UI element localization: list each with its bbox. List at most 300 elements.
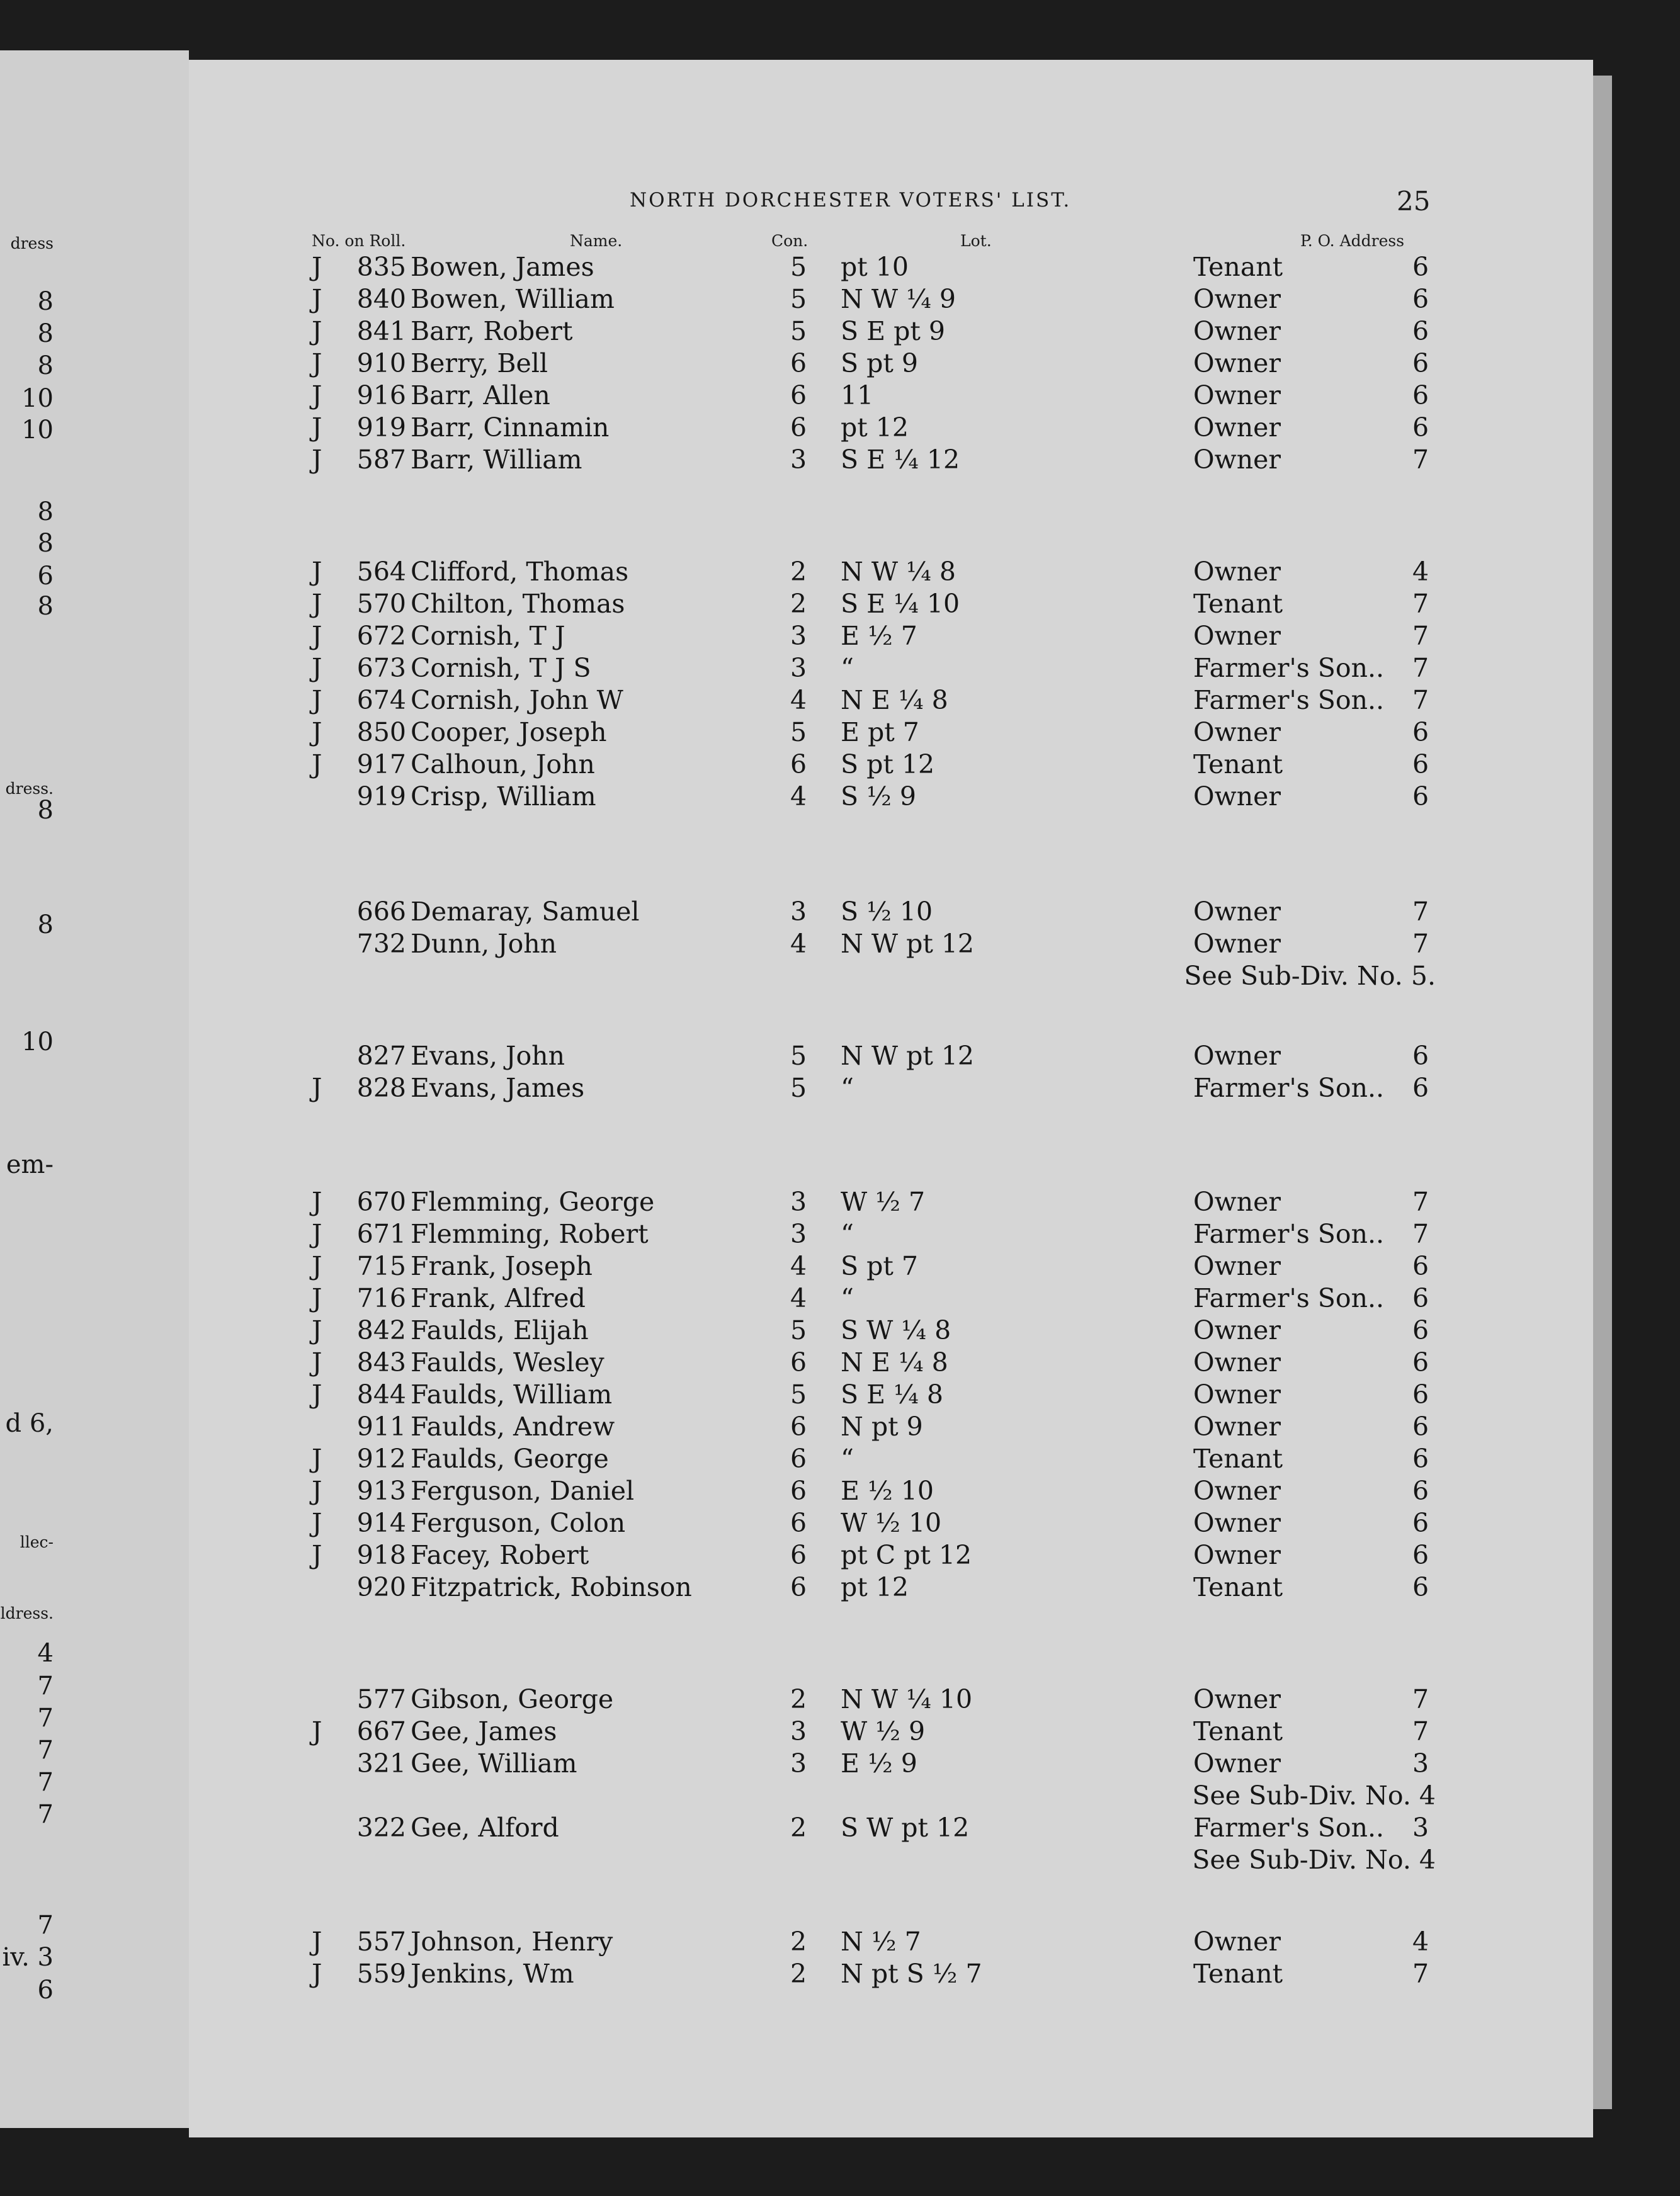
roll-number: 850 (356, 717, 406, 747)
juror-mark: J (312, 1508, 322, 1538)
table-row (0, 1283, 1680, 1316)
roll-number: 321 (356, 1748, 406, 1779)
table-row (0, 1813, 1680, 1845)
roll-number: 559 (356, 1959, 406, 1989)
po-address: 6 (1412, 781, 1429, 812)
table-row (0, 1379, 1680, 1412)
po-address: 7 (1412, 1684, 1429, 1714)
lot: S pt 9 (841, 348, 918, 378)
roll-number: 911 (356, 1412, 406, 1442)
voter-name: Gee, William (411, 1748, 577, 1779)
concession: 3 (790, 1716, 807, 1746)
lot: E ½ 9 (841, 1748, 917, 1779)
column-header-name: Name. (570, 232, 623, 250)
left-margin-text: 7 (37, 1768, 54, 1797)
po-address: 7 (1412, 1187, 1429, 1217)
lot: E ½ 10 (841, 1476, 934, 1506)
roll-number: 732 (356, 929, 406, 959)
juror-mark: J (312, 1540, 322, 1570)
status: Tenant (1193, 1572, 1283, 1602)
roll-number: 557 (356, 1927, 406, 1957)
status: Owner (1193, 717, 1281, 747)
left-margin-text: dress (10, 234, 54, 252)
status: Owner (1193, 621, 1281, 651)
voter-name: Flemming, George (411, 1187, 655, 1217)
table-row (0, 444, 1680, 477)
left-margin-text: dress. (5, 779, 54, 798)
roll-number: 666 (356, 897, 406, 927)
left-margin-text: 4 (37, 1639, 54, 1668)
po-address: 6 (1412, 316, 1429, 346)
concession: 4 (790, 1251, 807, 1281)
po-address: 6 (1412, 1347, 1429, 1378)
voter-name: Bowen, James (411, 252, 594, 282)
concession: 6 (790, 1508, 807, 1538)
juror-mark: J (312, 1379, 322, 1410)
lot: S E ¼ 10 (841, 589, 960, 619)
juror-mark: J (312, 1315, 322, 1345)
roll-number: 828 (356, 1073, 406, 1103)
lot: E ½ 7 (841, 621, 917, 651)
po-address: 6 (1412, 749, 1429, 779)
table-row (0, 589, 1680, 621)
voter-name: Cornish, John W (411, 685, 623, 715)
lot: pt C pt 12 (841, 1540, 972, 1570)
left-margin-text: 7 (37, 1911, 54, 1940)
roll-number: 843 (356, 1347, 406, 1378)
status: Owner (1193, 1508, 1281, 1538)
juror-mark: J (312, 1476, 322, 1506)
juror-mark: J (312, 1251, 322, 1281)
juror-mark: J (312, 621, 322, 651)
status: Farmer's Son.. (1193, 653, 1385, 683)
po-address: 7 (1412, 444, 1429, 475)
concession: 6 (790, 1444, 807, 1474)
left-margin-text: 7 (37, 1736, 54, 1765)
voter-name: Crisp, William (411, 781, 596, 812)
table-row (0, 1315, 1680, 1348)
roll-number: 322 (356, 1813, 406, 1843)
po-address: 4 (1412, 557, 1429, 587)
lot: pt 12 (841, 1572, 909, 1602)
left-margin-text: 8 (37, 497, 54, 526)
concession: 5 (790, 252, 807, 282)
table-row (0, 557, 1680, 589)
po-address: 7 (1412, 589, 1429, 619)
po-address: 7 (1412, 621, 1429, 651)
status: Farmer's Son.. (1193, 685, 1385, 715)
voter-name: Barr, Robert (411, 316, 573, 346)
concession: 2 (790, 1959, 807, 1989)
lot: S W pt 12 (841, 1813, 970, 1843)
juror-mark: J (312, 1927, 322, 1957)
juror-mark: J (312, 589, 322, 619)
lot: W ½ 7 (841, 1187, 926, 1217)
concession: 6 (790, 749, 807, 779)
po-address: 7 (1412, 897, 1429, 927)
status: Farmer's Son.. (1193, 1813, 1385, 1843)
po-address: 7 (1412, 929, 1429, 959)
lot: N W pt 12 (841, 929, 975, 959)
juror-mark: J (312, 284, 322, 314)
lot: “ (841, 653, 854, 683)
sub-division-note: See Sub-Div. No. 5. (1184, 961, 1436, 991)
po-address: 3 (1412, 1748, 1429, 1779)
voter-name: Dunn, John (411, 929, 557, 959)
voter-name: Barr, William (411, 444, 582, 475)
po-address: 7 (1412, 653, 1429, 683)
status: Tenant (1193, 1444, 1283, 1474)
voter-name: Fitzpatrick, Robinson (411, 1572, 692, 1602)
table-row (0, 621, 1680, 654)
roll-number: 919 (356, 781, 406, 812)
voter-name: Barr, Allen (411, 380, 550, 410)
concession: 3 (790, 621, 807, 651)
concession: 4 (790, 929, 807, 959)
table-row (0, 380, 1680, 413)
roll-number: 670 (356, 1187, 406, 1217)
lot: “ (841, 1444, 854, 1474)
lot: “ (841, 1219, 854, 1249)
voter-name: Johnson, Henry (411, 1927, 613, 1957)
voter-name: Cornish, T J S (411, 653, 591, 683)
po-address: 6 (1412, 717, 1429, 747)
roll-number: 835 (356, 252, 406, 282)
left-margin-text: llec- (20, 1533, 54, 1551)
juror-mark: J (312, 717, 322, 747)
concession: 6 (790, 412, 807, 443)
lot: N W ¼ 9 (841, 284, 956, 314)
po-address: 4 (1412, 1927, 1429, 1957)
po-address: 7 (1412, 1219, 1429, 1249)
voter-name: Faulds, George (411, 1444, 609, 1474)
left-margin-text: 6 (37, 562, 54, 591)
concession: 5 (790, 316, 807, 346)
table-row (0, 749, 1680, 782)
juror-mark: J (312, 1219, 322, 1249)
table-row (0, 653, 1680, 686)
po-address: 7 (1412, 1959, 1429, 1989)
juror-mark: J (312, 1444, 322, 1474)
table-row (0, 316, 1680, 349)
juror-mark: J (312, 252, 322, 282)
juror-mark: J (312, 1347, 322, 1378)
concession: 6 (790, 1412, 807, 1442)
roll-number: 840 (356, 284, 406, 314)
po-address: 6 (1412, 1508, 1429, 1538)
juror-mark: J (312, 444, 322, 475)
table-row (0, 897, 1680, 929)
concession: 6 (790, 380, 807, 410)
table-row (0, 1572, 1680, 1605)
voter-name: Gee, Alford (411, 1813, 559, 1843)
status: Owner (1193, 1187, 1281, 1217)
concession: 6 (790, 1540, 807, 1570)
lot: W ½ 9 (841, 1716, 926, 1746)
roll-number: 918 (356, 1540, 406, 1570)
voter-name: Bowen, William (411, 284, 615, 314)
roll-number: 564 (356, 557, 406, 587)
left-margin-text: 10 (21, 384, 54, 413)
table-row (0, 717, 1680, 750)
concession: 5 (790, 1041, 807, 1071)
juror-mark: J (312, 557, 322, 587)
status: Owner (1193, 1540, 1281, 1570)
voter-name: Flemming, Robert (411, 1219, 649, 1249)
left-margin-text: em- (6, 1150, 54, 1179)
juror-mark: J (312, 685, 322, 715)
voter-name: Calhoun, John (411, 749, 595, 779)
voter-name: Gee, James (411, 1716, 557, 1746)
po-address: 6 (1412, 1412, 1429, 1442)
concession: 3 (790, 1187, 807, 1217)
po-address: 6 (1412, 1315, 1429, 1345)
status: Owner (1193, 1927, 1281, 1957)
lot: S pt 7 (841, 1251, 918, 1281)
concession: 3 (790, 653, 807, 683)
lot: “ (841, 1073, 854, 1103)
concession: 4 (790, 1283, 807, 1313)
roll-number: 674 (356, 685, 406, 715)
roll-number: 916 (356, 380, 406, 410)
voter-name: Ferguson, Daniel (411, 1476, 635, 1506)
left-margin-text: 8 (37, 351, 54, 380)
table-row (0, 1540, 1680, 1573)
table-row (0, 284, 1680, 317)
left-margin-text: 10 (21, 416, 54, 444)
roll-number: 912 (356, 1444, 406, 1474)
roll-number: 910 (356, 348, 406, 378)
table-row (0, 1347, 1680, 1380)
status: Owner (1193, 316, 1281, 346)
po-address: 6 (1412, 1073, 1429, 1103)
table-row (0, 1444, 1680, 1476)
concession: 6 (790, 1572, 807, 1602)
voter-name: Demaray, Samuel (411, 897, 640, 927)
po-address: 6 (1412, 1379, 1429, 1410)
roll-number: 827 (356, 1041, 406, 1071)
status: Tenant (1193, 749, 1283, 779)
status: Owner (1193, 380, 1281, 410)
po-address: 6 (1412, 1476, 1429, 1506)
column-header-lot: Lot. (960, 232, 992, 250)
status: Owner (1193, 1379, 1281, 1410)
po-address: 6 (1412, 252, 1429, 282)
concession: 3 (790, 897, 807, 927)
roll-number: 914 (356, 1508, 406, 1538)
roll-number: 671 (356, 1219, 406, 1249)
left-margin-text: 8 (37, 796, 54, 825)
column-header-no-on-roll: No. on Roll. (312, 232, 406, 250)
concession: 4 (790, 685, 807, 715)
status: Owner (1193, 781, 1281, 812)
voter-name: Gibson, George (411, 1684, 614, 1714)
juror-mark: J (312, 316, 322, 346)
table-row (0, 685, 1680, 718)
juror-mark: J (312, 1959, 322, 1989)
voter-name: Clifford, Thomas (411, 557, 629, 587)
lot: pt 12 (841, 412, 909, 443)
lot: S E ¼ 8 (841, 1379, 943, 1410)
status: Owner (1193, 1748, 1281, 1779)
juror-mark: J (312, 653, 322, 683)
lot: S ½ 9 (841, 781, 916, 812)
concession: 2 (790, 1684, 807, 1714)
voter-name: Faulds, Andrew (411, 1412, 615, 1442)
status: Owner (1193, 1251, 1281, 1281)
po-address: 6 (1412, 1041, 1429, 1071)
lot: N E ¼ 8 (841, 685, 948, 715)
table-row (0, 1476, 1680, 1508)
left-margin-text: 7 (37, 1704, 54, 1733)
po-address: 6 (1412, 1444, 1429, 1474)
table-row (0, 929, 1680, 961)
po-address: 6 (1412, 1540, 1429, 1570)
page-title: NORTH DORCHESTER VOTERS' LIST. (630, 189, 1072, 212)
roll-number: 917 (356, 749, 406, 779)
table-row (0, 1041, 1680, 1073)
status: Owner (1193, 348, 1281, 378)
lot: N pt 9 (841, 1412, 923, 1442)
left-margin-text: 8 (37, 319, 54, 348)
table-row (0, 1748, 1680, 1781)
lot: 11 (841, 380, 874, 410)
roll-number: 919 (356, 412, 406, 443)
status: Tenant (1193, 589, 1283, 619)
concession: 5 (790, 284, 807, 314)
lot: S pt 12 (841, 749, 935, 779)
voter-name: Faulds, Wesley (411, 1347, 604, 1378)
concession: 3 (790, 444, 807, 475)
status: Owner (1193, 1684, 1281, 1714)
left-margin-text: ldress. (0, 1604, 54, 1622)
column-header-po-address: P. O. Address (1300, 232, 1405, 250)
left-margin-text: 6 (37, 1976, 54, 2005)
voter-name: Jenkins, Wm (411, 1959, 574, 1989)
concession: 2 (790, 1813, 807, 1843)
voter-name: Barr, Cinnamin (411, 412, 610, 443)
voter-name: Faulds, Elijah (411, 1315, 589, 1345)
lot: N E ¼ 8 (841, 1347, 948, 1378)
roll-number: 715 (356, 1251, 406, 1281)
po-address: 6 (1412, 284, 1429, 314)
roll-number: 913 (356, 1476, 406, 1506)
status: Owner (1193, 557, 1281, 587)
concession: 5 (790, 1073, 807, 1103)
juror-mark: J (312, 1187, 322, 1217)
concession: 2 (790, 589, 807, 619)
left-margin-text: 8 (37, 910, 54, 939)
roll-number: 672 (356, 621, 406, 651)
concession: 6 (790, 1476, 807, 1506)
roll-number: 587 (356, 444, 406, 475)
status: Owner (1193, 929, 1281, 959)
voter-name: Faulds, William (411, 1379, 613, 1410)
lot: N W ¼ 10 (841, 1684, 973, 1714)
status: Owner (1193, 444, 1281, 475)
left-margin-text: 8 (37, 287, 54, 316)
left-margin-text: 7 (37, 1800, 54, 1829)
lot: N W ¼ 8 (841, 557, 956, 587)
status: Owner (1193, 412, 1281, 443)
juror-mark: J (312, 412, 322, 443)
left-margin-text: 10 (21, 1027, 54, 1056)
voter-name: Cornish, T J (411, 621, 565, 651)
lot: E pt 7 (841, 717, 919, 747)
voter-name: Frank, Alfred (411, 1283, 586, 1313)
sub-division-note: See Sub-Div. No. 4 (1192, 1845, 1436, 1875)
lot: N pt S ½ 7 (841, 1959, 982, 1989)
roll-number: 716 (356, 1283, 406, 1313)
table-row (0, 1219, 1680, 1252)
roll-number: 920 (356, 1572, 406, 1602)
roll-number: 844 (356, 1379, 406, 1410)
po-address: 6 (1412, 1283, 1429, 1313)
table-row (0, 1073, 1680, 1106)
table-row (0, 1927, 1680, 1959)
juror-mark: J (312, 1073, 322, 1103)
status: Owner (1193, 1315, 1281, 1345)
status: Owner (1193, 284, 1281, 314)
status: Tenant (1193, 252, 1283, 282)
voter-name: Frank, Joseph (411, 1251, 593, 1281)
concession: 3 (790, 1219, 807, 1249)
left-margin-text: d 6, (5, 1409, 54, 1438)
juror-mark: J (312, 1716, 322, 1746)
table-row (0, 1716, 1680, 1749)
page-number: 25 (1397, 186, 1431, 217)
status: Owner (1193, 1412, 1281, 1442)
concession: 5 (790, 1379, 807, 1410)
lot: W ½ 10 (841, 1508, 942, 1538)
status: Owner (1193, 1041, 1281, 1071)
roll-number: 842 (356, 1315, 406, 1345)
voter-name: Chilton, Thomas (411, 589, 625, 619)
concession: 4 (790, 781, 807, 812)
table-row (0, 412, 1680, 445)
po-address: 6 (1412, 412, 1429, 443)
concession: 2 (790, 557, 807, 587)
status: Tenant (1193, 1959, 1283, 1989)
po-address: 6 (1412, 348, 1429, 378)
concession: 5 (790, 1315, 807, 1345)
lot: S ½ 10 (841, 897, 933, 927)
roll-number: 841 (356, 316, 406, 346)
voter-name: Ferguson, Colon (411, 1508, 626, 1538)
table-row (0, 1251, 1680, 1284)
status: Tenant (1193, 1716, 1283, 1746)
po-address: 3 (1412, 1813, 1429, 1843)
voter-name: Evans, John (411, 1041, 565, 1071)
status: Farmer's Son.. (1193, 1073, 1385, 1103)
po-address: 7 (1412, 685, 1429, 715)
roll-number: 673 (356, 653, 406, 683)
left-margin-text: 8 (37, 529, 54, 558)
sub-division-note: See Sub-Div. No. 4 (1192, 1780, 1436, 1811)
table-row (0, 252, 1680, 285)
lot: S E pt 9 (841, 316, 945, 346)
concession: 5 (790, 717, 807, 747)
roll-number: 577 (356, 1684, 406, 1714)
juror-mark: J (312, 348, 322, 378)
lot: N W pt 12 (841, 1041, 975, 1071)
po-address: 6 (1412, 1572, 1429, 1602)
voter-name: Evans, James (411, 1073, 585, 1103)
roll-number: 667 (356, 1716, 406, 1746)
po-address: 6 (1412, 380, 1429, 410)
juror-mark: J (312, 380, 322, 410)
voter-name: Cooper, Joseph (411, 717, 607, 747)
